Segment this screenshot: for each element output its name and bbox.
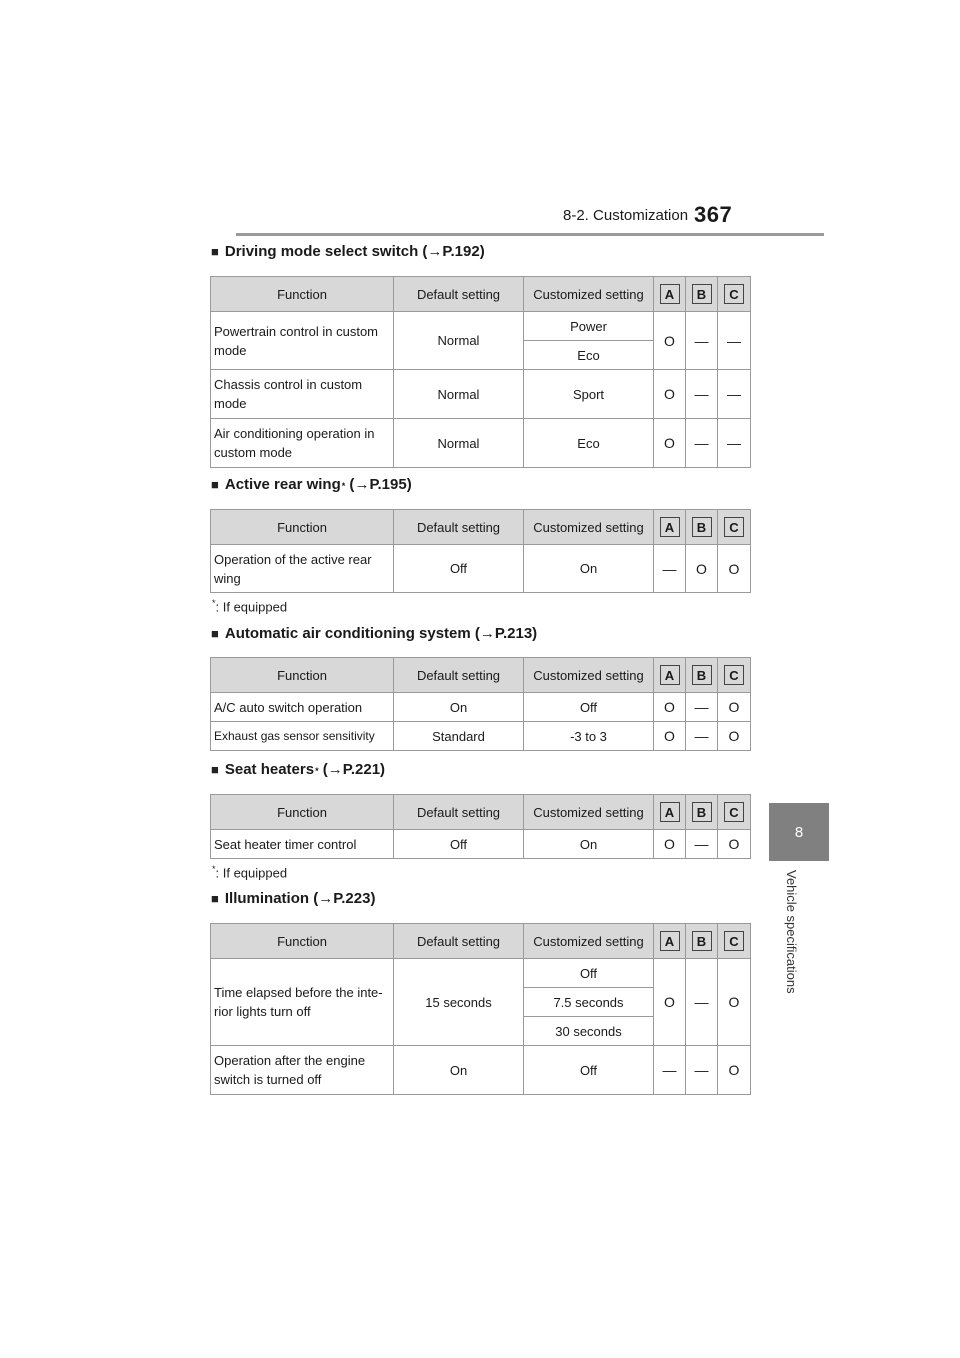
b-mark: O <box>686 545 718 593</box>
arrow-icon: → <box>427 243 443 260</box>
section-title-text: Automatic air conditioning system ( <box>224 625 480 642</box>
c-box-icon: C <box>724 517 744 537</box>
a-mark: — <box>654 545 686 593</box>
square-bullet-icon: ■ <box>211 626 219 641</box>
header-customized-setting: Customized setting <box>524 658 654 693</box>
header-a <box>654 924 686 959</box>
square-bullet-icon: ■ <box>211 762 219 777</box>
customized-cell: Off <box>524 693 654 722</box>
header-c <box>718 658 751 693</box>
table-row <box>211 545 751 593</box>
default-cell: Normal <box>394 312 524 370</box>
header-c <box>718 510 751 545</box>
header-function: Function <box>211 277 394 312</box>
section-title-text: Driving mode select switch ( <box>224 243 428 260</box>
header-a <box>654 795 686 830</box>
arrow-icon: → <box>318 890 334 907</box>
header-a <box>654 510 686 545</box>
section-title-text: Active rear wing <box>224 476 341 493</box>
footnote-if-equipped <box>211 598 287 614</box>
b-mark: — <box>686 830 718 859</box>
table-row <box>211 1046 751 1095</box>
header-function: Function <box>211 795 394 830</box>
square-bullet-icon: ■ <box>211 891 219 906</box>
section-title-driving-mode <box>211 243 485 260</box>
header-c <box>718 277 751 312</box>
customized-cell: On <box>524 830 654 859</box>
page-reference: P.221) <box>342 761 386 778</box>
c-mark: O <box>718 830 751 859</box>
customized-cell: Power <box>524 312 654 341</box>
header-customized-setting: Customized setting <box>524 510 654 545</box>
section-title-illumination <box>211 890 375 907</box>
header-customized-setting: Customized setting <box>524 924 654 959</box>
table-row <box>211 312 751 341</box>
customized-cell: Sport <box>524 370 654 419</box>
c-mark: O <box>718 693 751 722</box>
function-cell: Operation after the engine switch is turned off <box>211 1046 394 1095</box>
page-reference: P.192) <box>442 243 485 260</box>
c-box-icon: C <box>724 665 744 685</box>
table-row <box>211 830 751 859</box>
table-row <box>211 693 751 722</box>
a-box-icon: A <box>660 284 680 304</box>
customized-cell: 30 seconds <box>524 1017 654 1046</box>
function-cell: Time elapsed before the inte-rior lights turn off <box>211 959 394 1046</box>
chapter-tab-label: Vehicle specifications <box>784 870 799 994</box>
b-box-icon: B <box>692 665 712 685</box>
customized-cell: -3 to 3 <box>524 722 654 751</box>
header-a <box>654 658 686 693</box>
c-mark: O <box>718 545 751 593</box>
b-box-icon: B <box>692 802 712 822</box>
default-cell: Off <box>394 830 524 859</box>
header-customized-setting: Customized setting <box>524 277 654 312</box>
header-default-setting: Default setting <box>394 924 524 959</box>
customized-cell: On <box>524 545 654 593</box>
c-box-icon: C <box>724 284 744 304</box>
c-mark: — <box>718 370 751 419</box>
function-cell: Chassis control in custom mode <box>211 370 394 419</box>
table-row <box>211 370 751 419</box>
table-header-row <box>211 510 751 545</box>
b-mark: — <box>686 959 718 1046</box>
c-mark: O <box>718 1046 751 1095</box>
chapter-tab <box>769 803 829 861</box>
c-mark: — <box>718 419 751 468</box>
header-function: Function <box>211 924 394 959</box>
footnote-marker: * <box>341 481 346 491</box>
page-reference: P.195) <box>369 476 412 493</box>
section-title-seat-heaters: ■ Seat heaters * ( → P.221) <box>211 761 386 778</box>
b-mark: — <box>686 312 718 370</box>
page-number: 367 <box>694 202 733 227</box>
default-cell: Standard <box>394 722 524 751</box>
default-cell: On <box>394 693 524 722</box>
a-mark: O <box>654 722 686 751</box>
c-mark: — <box>718 312 751 370</box>
header-a <box>654 277 686 312</box>
a-box-icon: A <box>660 931 680 951</box>
arrow-icon: → <box>327 761 343 778</box>
a-box-icon: A <box>660 517 680 537</box>
footnote-marker: * <box>212 598 216 608</box>
chapter-title: 8-2. Customization <box>563 207 689 224</box>
footnote-marker: * <box>212 864 216 874</box>
header-function: Function <box>211 658 394 693</box>
a-mark: O <box>654 312 686 370</box>
section-title-active-rear-wing: ■ Active rear wing * ( → P.195) <box>211 476 412 493</box>
c-box-icon: C <box>724 802 744 822</box>
table-header-row <box>211 795 751 830</box>
footnote-text: : If equipped <box>215 865 288 881</box>
b-box-icon: B <box>692 517 712 537</box>
b-mark: — <box>686 693 718 722</box>
a-mark: O <box>654 830 686 859</box>
b-box-icon: B <box>692 931 712 951</box>
footnote-if-equipped <box>211 864 287 880</box>
seat-heaters-table <box>210 794 751 859</box>
b-mark: — <box>686 722 718 751</box>
b-mark: — <box>686 419 718 468</box>
b-box-icon: B <box>692 284 712 304</box>
default-cell: Off <box>394 545 524 593</box>
driving-mode-table <box>210 276 751 468</box>
square-bullet-icon: ■ <box>211 477 219 492</box>
section-title-air-conditioning <box>211 625 537 642</box>
air-conditioning-table <box>210 657 751 751</box>
square-bullet-icon: ■ <box>211 244 219 259</box>
function-cell: Operation of the active rear wing <box>211 545 394 593</box>
section-title-text: Illumination ( <box>224 890 319 907</box>
footnote-marker: * <box>315 766 319 776</box>
b-mark: — <box>686 1046 718 1095</box>
default-cell: Normal <box>394 419 524 468</box>
a-mark: — <box>654 1046 686 1095</box>
c-mark: O <box>718 722 751 751</box>
function-cell: Air conditioning operation in custom mode <box>211 419 394 468</box>
table-row <box>211 419 751 468</box>
c-mark: O <box>718 959 751 1046</box>
arrow-icon: → <box>354 476 370 493</box>
default-cell: On <box>394 1046 524 1095</box>
header-customized-setting: Customized setting <box>524 795 654 830</box>
page-reference: P.213) <box>494 625 538 642</box>
header-b <box>686 510 718 545</box>
default-cell: 15 seconds <box>394 959 524 1046</box>
customized-cell: Eco <box>524 341 654 370</box>
table-row <box>211 722 751 751</box>
chapter-tab-number: 8 <box>794 823 804 841</box>
page-reference: P.223) <box>333 890 376 907</box>
customized-cell: Eco <box>524 419 654 468</box>
header-c <box>718 795 751 830</box>
header-default-setting: Default setting <box>394 658 524 693</box>
header-b <box>686 795 718 830</box>
active-rear-wing-table <box>210 509 751 593</box>
customized-cell: Off <box>524 1046 654 1095</box>
default-cell: Normal <box>394 370 524 419</box>
header-default-setting: Default setting <box>394 510 524 545</box>
function-cell: A/C auto switch operation <box>211 693 394 722</box>
header-default-setting: Default setting <box>394 277 524 312</box>
a-mark: O <box>654 693 686 722</box>
a-mark: O <box>654 959 686 1046</box>
function-cell: Powertrain control in custom mode <box>211 312 394 370</box>
b-mark: — <box>686 370 718 419</box>
section-title-text: Seat heaters <box>224 761 315 778</box>
customized-cell: 7.5 seconds <box>524 988 654 1017</box>
function-cell: Seat heater timer control <box>211 830 394 859</box>
c-box-icon: C <box>724 931 744 951</box>
function-cell: Exhaust gas sensor sensitivity <box>211 722 394 751</box>
header-default-setting: Default setting <box>394 795 524 830</box>
table-header-row <box>211 277 751 312</box>
table-row <box>211 959 751 988</box>
header-divider <box>236 233 824 236</box>
header-b <box>686 658 718 693</box>
a-box-icon: A <box>660 802 680 822</box>
a-mark: O <box>654 419 686 468</box>
table-header-row <box>211 658 751 693</box>
header-c <box>718 924 751 959</box>
illumination-table <box>210 923 751 1095</box>
a-box-icon: A <box>660 665 680 685</box>
a-mark: O <box>654 370 686 419</box>
footnote-text: : If equipped <box>215 599 288 615</box>
table-header-row <box>211 924 751 959</box>
header-b <box>686 277 718 312</box>
arrow-icon: → <box>479 625 495 642</box>
header-function: Function <box>211 510 394 545</box>
customized-cell: Off <box>524 959 654 988</box>
header-b <box>686 924 718 959</box>
